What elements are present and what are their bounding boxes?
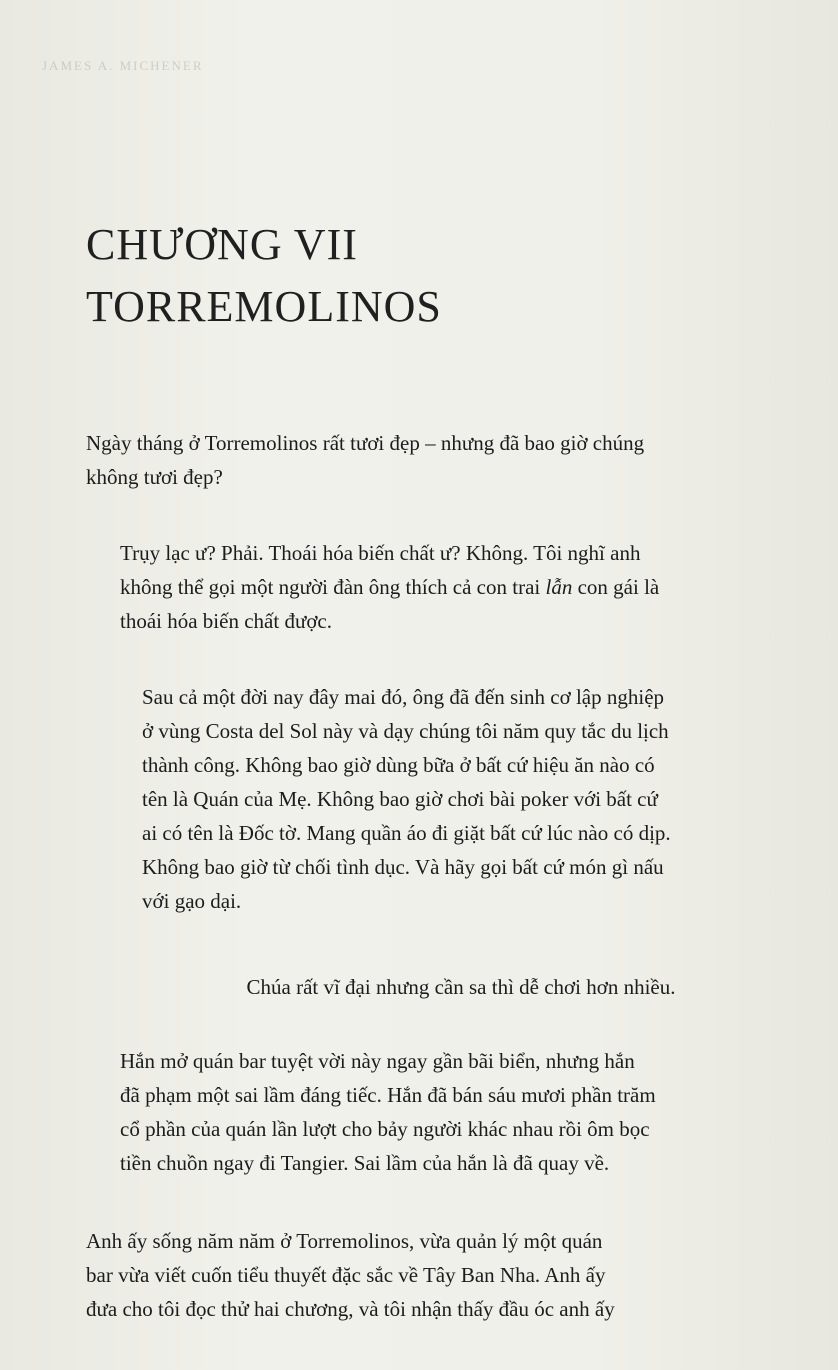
chapter-heading [86, 214, 786, 338]
quote1-line-2 [120, 570, 780, 604]
intro-line-2: không tươi đẹp? [86, 465, 223, 489]
quote4-line-2: đã phạm một sai lầm đáng tiếc. Hắn đã bán sáu mươi phần trăm [120, 1083, 656, 1107]
quote2-line-1: Sau cả một đời nay đây mai đó, ông đã đến sinh cơ lập nghiệp [142, 685, 665, 709]
quote-paragraph-2 [142, 680, 782, 918]
quote2-line-7: với gạo dại. [142, 889, 242, 913]
quote-paragraph-1 [120, 536, 780, 638]
quote4-line-4: tiền chuồn ngay đi Tangier. Sai lầm của hắn là đã quay về. [120, 1151, 610, 1175]
quote-paragraph-4 [120, 1044, 780, 1180]
quote-paragraph-3 [86, 970, 836, 1004]
quote1-line-2-end: con gái là [572, 575, 660, 599]
quote1-line-3: thoái hóa biến chất được. [120, 609, 332, 633]
quote3-line: Chúa rất vĩ đại nhưng cần sa thì dễ chơi hơn nhiều. [246, 975, 676, 999]
quote1-line-2-start: không thể gọi một người đàn ông thích cả con trai [120, 575, 546, 599]
chapter-number: CHƯƠNG VII [86, 220, 358, 269]
closing-line-1: Anh ấy sống năm năm ở Torremolinos, vừa quản lý một quán [86, 1229, 603, 1253]
closing-paragraph [86, 1224, 786, 1326]
show-through-running-header: JAMES A. MICHENER [42, 58, 204, 73]
quote2-line-5: ai có tên là Đốc tờ. Mang quần áo đi giặt bất cứ lúc nào có dịp. [142, 821, 671, 845]
intro-line-1: Ngày tháng ở Torremolinos rất tươi đẹp – nhưng đã bao giờ chúng [86, 431, 645, 455]
intro-paragraph [86, 426, 786, 494]
quote2-line-3: thành công. Không bao giờ dùng bữa ở bất cứ hiệu ăn nào có [142, 753, 655, 777]
quote1-line-1: Trụy lạc ư? Phải. Thoái hóa biến chất ư? Không. Tôi nghĩ anh [120, 541, 641, 565]
closing-line-2: bar vừa viết cuốn tiểu thuyết đặc sắc về Tây Ban Nha. Anh ấy [86, 1263, 606, 1287]
quote4-line-3: cổ phần của quán lần lượt cho bảy người khác nhau rồi ôm bọc [120, 1117, 650, 1141]
closing-line-3: đưa cho tôi đọc thử hai chương, và tôi nhận thấy đầu óc anh ấy [86, 1297, 615, 1321]
chapter-title: TORREMOLINOS [86, 282, 442, 331]
quote2-line-4: tên là Quán của Mẹ. Không bao giờ chơi bài poker với bất cứ [142, 787, 658, 811]
quote2-line-2: ở vùng Costa del Sol này và dạy chúng tôi năm quy tắc du lịch [142, 719, 669, 743]
quote4-line-1: Hắn mở quán bar tuyệt vời này ngay gần bãi biển, nhưng hắn [120, 1049, 635, 1073]
quote1-emphasis: lẫn [545, 575, 573, 599]
quote2-line-6: Không bao giờ từ chối tình dục. Và hãy gọi bất cứ món gì nấu [142, 855, 664, 879]
